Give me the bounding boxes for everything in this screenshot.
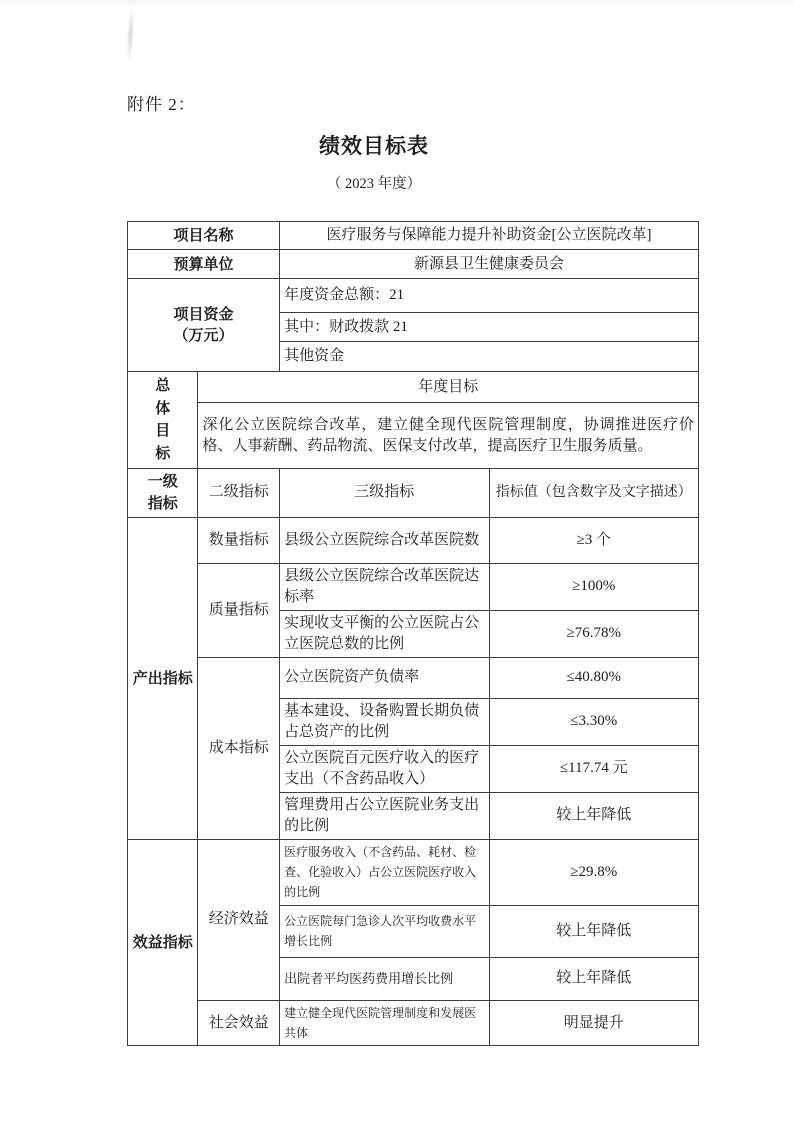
- attachment-label: 附件 2：: [127, 95, 196, 114]
- indicator-value: ≥3 个: [489, 517, 698, 563]
- indicator-value: ≥100%: [489, 563, 698, 610]
- indicator-name: 管理费用占公立医院业务支出的比例: [280, 792, 489, 839]
- overall-goal-label-cell: [128, 372, 198, 469]
- indicator-value: 较上年降低: [489, 957, 698, 1000]
- header-value: 指标值（包含数字及文字描述）: [489, 469, 698, 518]
- table-row-budget-unit: [128, 250, 699, 279]
- annual-goal-text: 深化公立医院综合改革，建立健全现代医院管理制度，协调推进医疗价格、人事薪酬、药品物流、医保支付改革，提高医疗卫生服务质量。: [198, 403, 699, 469]
- table-row-annual-goal-header: [128, 372, 699, 403]
- page-title: 绩效目标表: [319, 134, 429, 158]
- funds-label: [128, 279, 280, 372]
- level1-output: 产出指标: [128, 517, 198, 839]
- level2-quality: 质量指标: [198, 563, 280, 657]
- table-row-annual-goal-text: [128, 403, 699, 469]
- page-subtitle: （ 2023 年度）: [326, 176, 422, 192]
- funds-label-line2: （万元）: [173, 327, 234, 344]
- level2-quantity: 数量指标: [198, 517, 280, 563]
- indicator-value: ≤40.80%: [489, 657, 698, 698]
- indicator-name: 出院者平均医药费用增长比例: [280, 957, 489, 1000]
- level2-economic: 经济效益: [198, 839, 280, 1000]
- indicator-value: 较上年降低: [489, 792, 698, 839]
- indicator-value: ≥29.8%: [489, 839, 698, 905]
- scan-edge-shadow: [0, 0, 793, 6]
- indicator-value: ≤117.74 元: [489, 745, 698, 792]
- indicator-name: 基本建设、设备购置长期负债占总资产的比例: [280, 698, 489, 745]
- budget-unit-label: 预算单位: [128, 250, 280, 279]
- indicator-value: 较上年降低: [489, 905, 698, 957]
- header-level3: 三级指标: [280, 469, 489, 518]
- budget-unit-value: 新源县卫生健康委员会: [280, 250, 699, 279]
- project-name-value: 医疗服务与保障能力提升补助资金[公立医院改革]: [280, 222, 699, 250]
- indicator-name: 公立医院百元医疗收入的医疗支出（不含药品收入）: [280, 745, 489, 792]
- level2-cost: 成本指标: [198, 657, 280, 839]
- indicator-name: 实现收支平衡的公立医院占公立医院总数的比例: [280, 610, 489, 657]
- indicator-name: 县级公立医院综合改革医院数: [280, 517, 489, 563]
- indicator-value: 明显提升: [489, 1000, 698, 1046]
- table-row: [128, 563, 699, 610]
- table-row-project-name: [128, 222, 699, 250]
- table-row: [128, 839, 699, 905]
- overall-goal-label: 总体目标: [155, 377, 171, 462]
- level1-benefit: 效益指标: [128, 839, 198, 1046]
- indicator-value: ≤3.30%: [489, 698, 698, 745]
- indicator-value: ≥76.78%: [489, 610, 698, 657]
- header-level1-cell: [128, 469, 198, 518]
- funds-total-value: 年度资金总额：21: [280, 279, 699, 313]
- indicator-name: 公立医院资产负债率: [280, 657, 489, 698]
- indicator-name: 建立健全现代医院管理制度和发展医共体: [280, 1000, 489, 1046]
- table-row: [128, 657, 699, 698]
- performance-target-table: [127, 221, 699, 1046]
- project-name-label: 项目名称: [128, 222, 280, 250]
- scan-artifact: [127, 6, 133, 64]
- header-level2: 二级指标: [198, 469, 280, 518]
- indicator-name: 医疗服务收入（不含药品、耗材、检查、化验收入）占公立医院医疗收入的比例: [280, 839, 489, 905]
- header-level1: 一级指标: [147, 473, 178, 512]
- table-row: [128, 517, 699, 563]
- table-row-indicator-header: [128, 469, 699, 518]
- funds-other-value: 其他资金: [280, 342, 699, 372]
- table-row-funds-total: [128, 279, 699, 313]
- table-row: [128, 1000, 699, 1046]
- indicator-name: 公立医院每门急诊人次平均收费水平增长比例: [280, 905, 489, 957]
- level2-social: 社会效益: [198, 1000, 280, 1046]
- funds-fiscal-value: 其中：财政拨款 21: [280, 313, 699, 342]
- annual-goal-label: 年度目标: [198, 372, 699, 403]
- indicator-name: 县级公立医院综合改革医院达标率: [280, 563, 489, 610]
- funds-label-line1: 项目资金: [173, 306, 234, 323]
